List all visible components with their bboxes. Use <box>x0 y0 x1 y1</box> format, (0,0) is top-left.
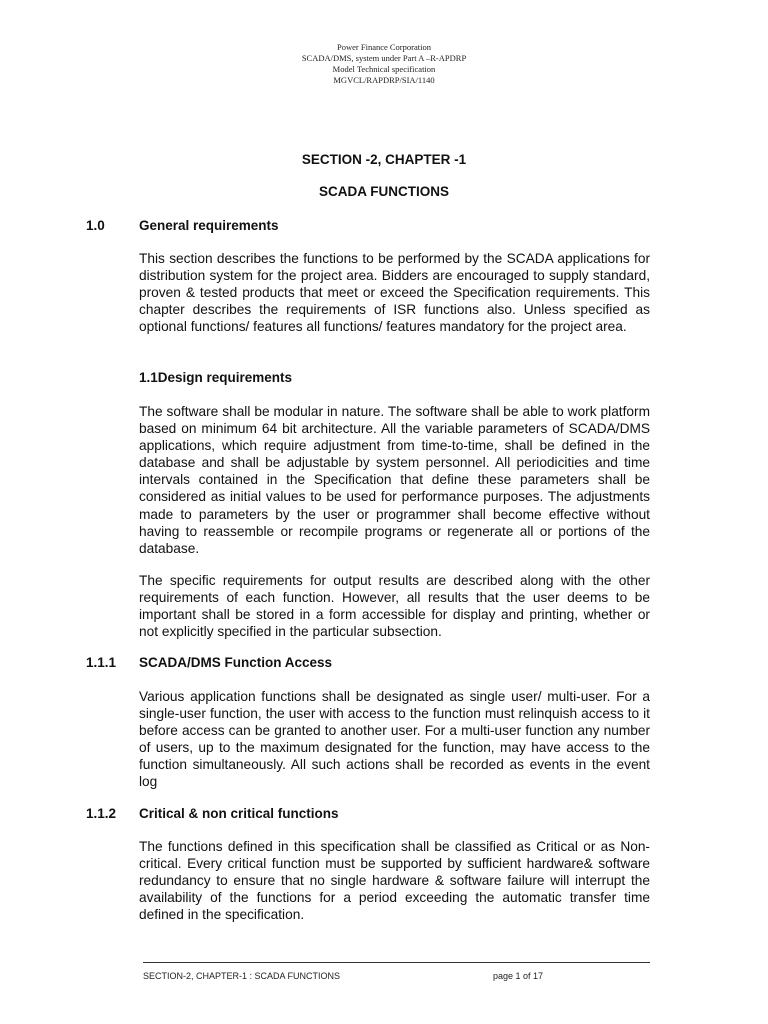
footer-divider <box>143 962 650 963</box>
section-number-1-1-1: 1.1.1 <box>86 655 117 670</box>
heading-design-requirements: 1.1Design requirements <box>139 370 293 385</box>
chapter-title: SCADA FUNCTIONS <box>319 184 449 199</box>
footer-page-number: page 1 of 17 <box>493 971 544 981</box>
heading-general-requirements: General requirements <box>139 218 279 233</box>
paragraph-design-requirements-1: The software shall be modular in nature. The software shall be able to work platform based on minimum 64 bit architecture. All the variable parameters of SCADA/DMS applications, which require adjustment from time-to-time, shall be defined in the database and shall be adjustable by system personnel. All periodicities and time intervals contained in the Specification that define these parameters shall be considered as initial values to be used for performance purposes. The adjustments made to parameters by the user or programmer shall become effective without having to reassemble or recompile programs or regenerate all or portions of the database. <box>139 404 650 556</box>
paragraph-design-requirements-2: The specific requirements for output results are described along with the other requirements of each function. However, all results that the user deems to be important shall be stored in a form accessible for display and printing, whether or not explicitly specified in the particular subsection. <box>139 573 650 640</box>
header-organization: Power Finance Corporation <box>337 42 431 52</box>
section-number-1-0: 1.0 <box>86 218 105 233</box>
paragraph-critical-functions: The functions defined in this specification shall be classified as Critical or as Non-critical. Every critical function must be supported by sufficient hardware& software redundancy to ensure that no single hardware & software failure will interrupt the availability of the functions for a period exceeding the automatic transfer time defined in the specification. <box>139 839 650 923</box>
footer-section-label: SECTION-2, CHAPTER-1 : SCADA FUNCTIONS <box>143 971 341 981</box>
heading-critical-functions: Critical & non critical functions <box>139 806 339 821</box>
header-project: SCADA/DMS, system under Part A –R-APDRP <box>301 53 467 63</box>
header-spec-type: Model Technical specification <box>332 64 436 74</box>
section-title: SECTION -2, CHAPTER -1 <box>301 152 467 167</box>
page-header <box>0 42 768 86</box>
section-number-1-1-2: 1.1.2 <box>86 806 117 821</box>
header-doc-code: MGVCL/RAPDRP/SIA/1140 <box>333 75 435 85</box>
heading-function-access: SCADA/DMS Function Access <box>139 655 333 670</box>
paragraph-function-access: Various application functions shall be designated as single user/ multi-user. For a single-user function, the user with access to the function must relinquish access to it before access can be granted to another user. For a multi-user function any number of users, up to the maximum designated for the function, may have access to the function simultaneously. All such actions shall be recorded as events in the event log <box>139 689 650 790</box>
paragraph-general-requirements: This section describes the functions to be performed by the SCADA applications for distribution system for the project area. Bidders are encouraged to supply standard, proven & tested products that meet or exceed the Specification requirements. This chapter describes the requirements of ISR functions also. Unless specified as optional functions/ features all functions/ features mandatory for the project area. <box>139 251 650 335</box>
